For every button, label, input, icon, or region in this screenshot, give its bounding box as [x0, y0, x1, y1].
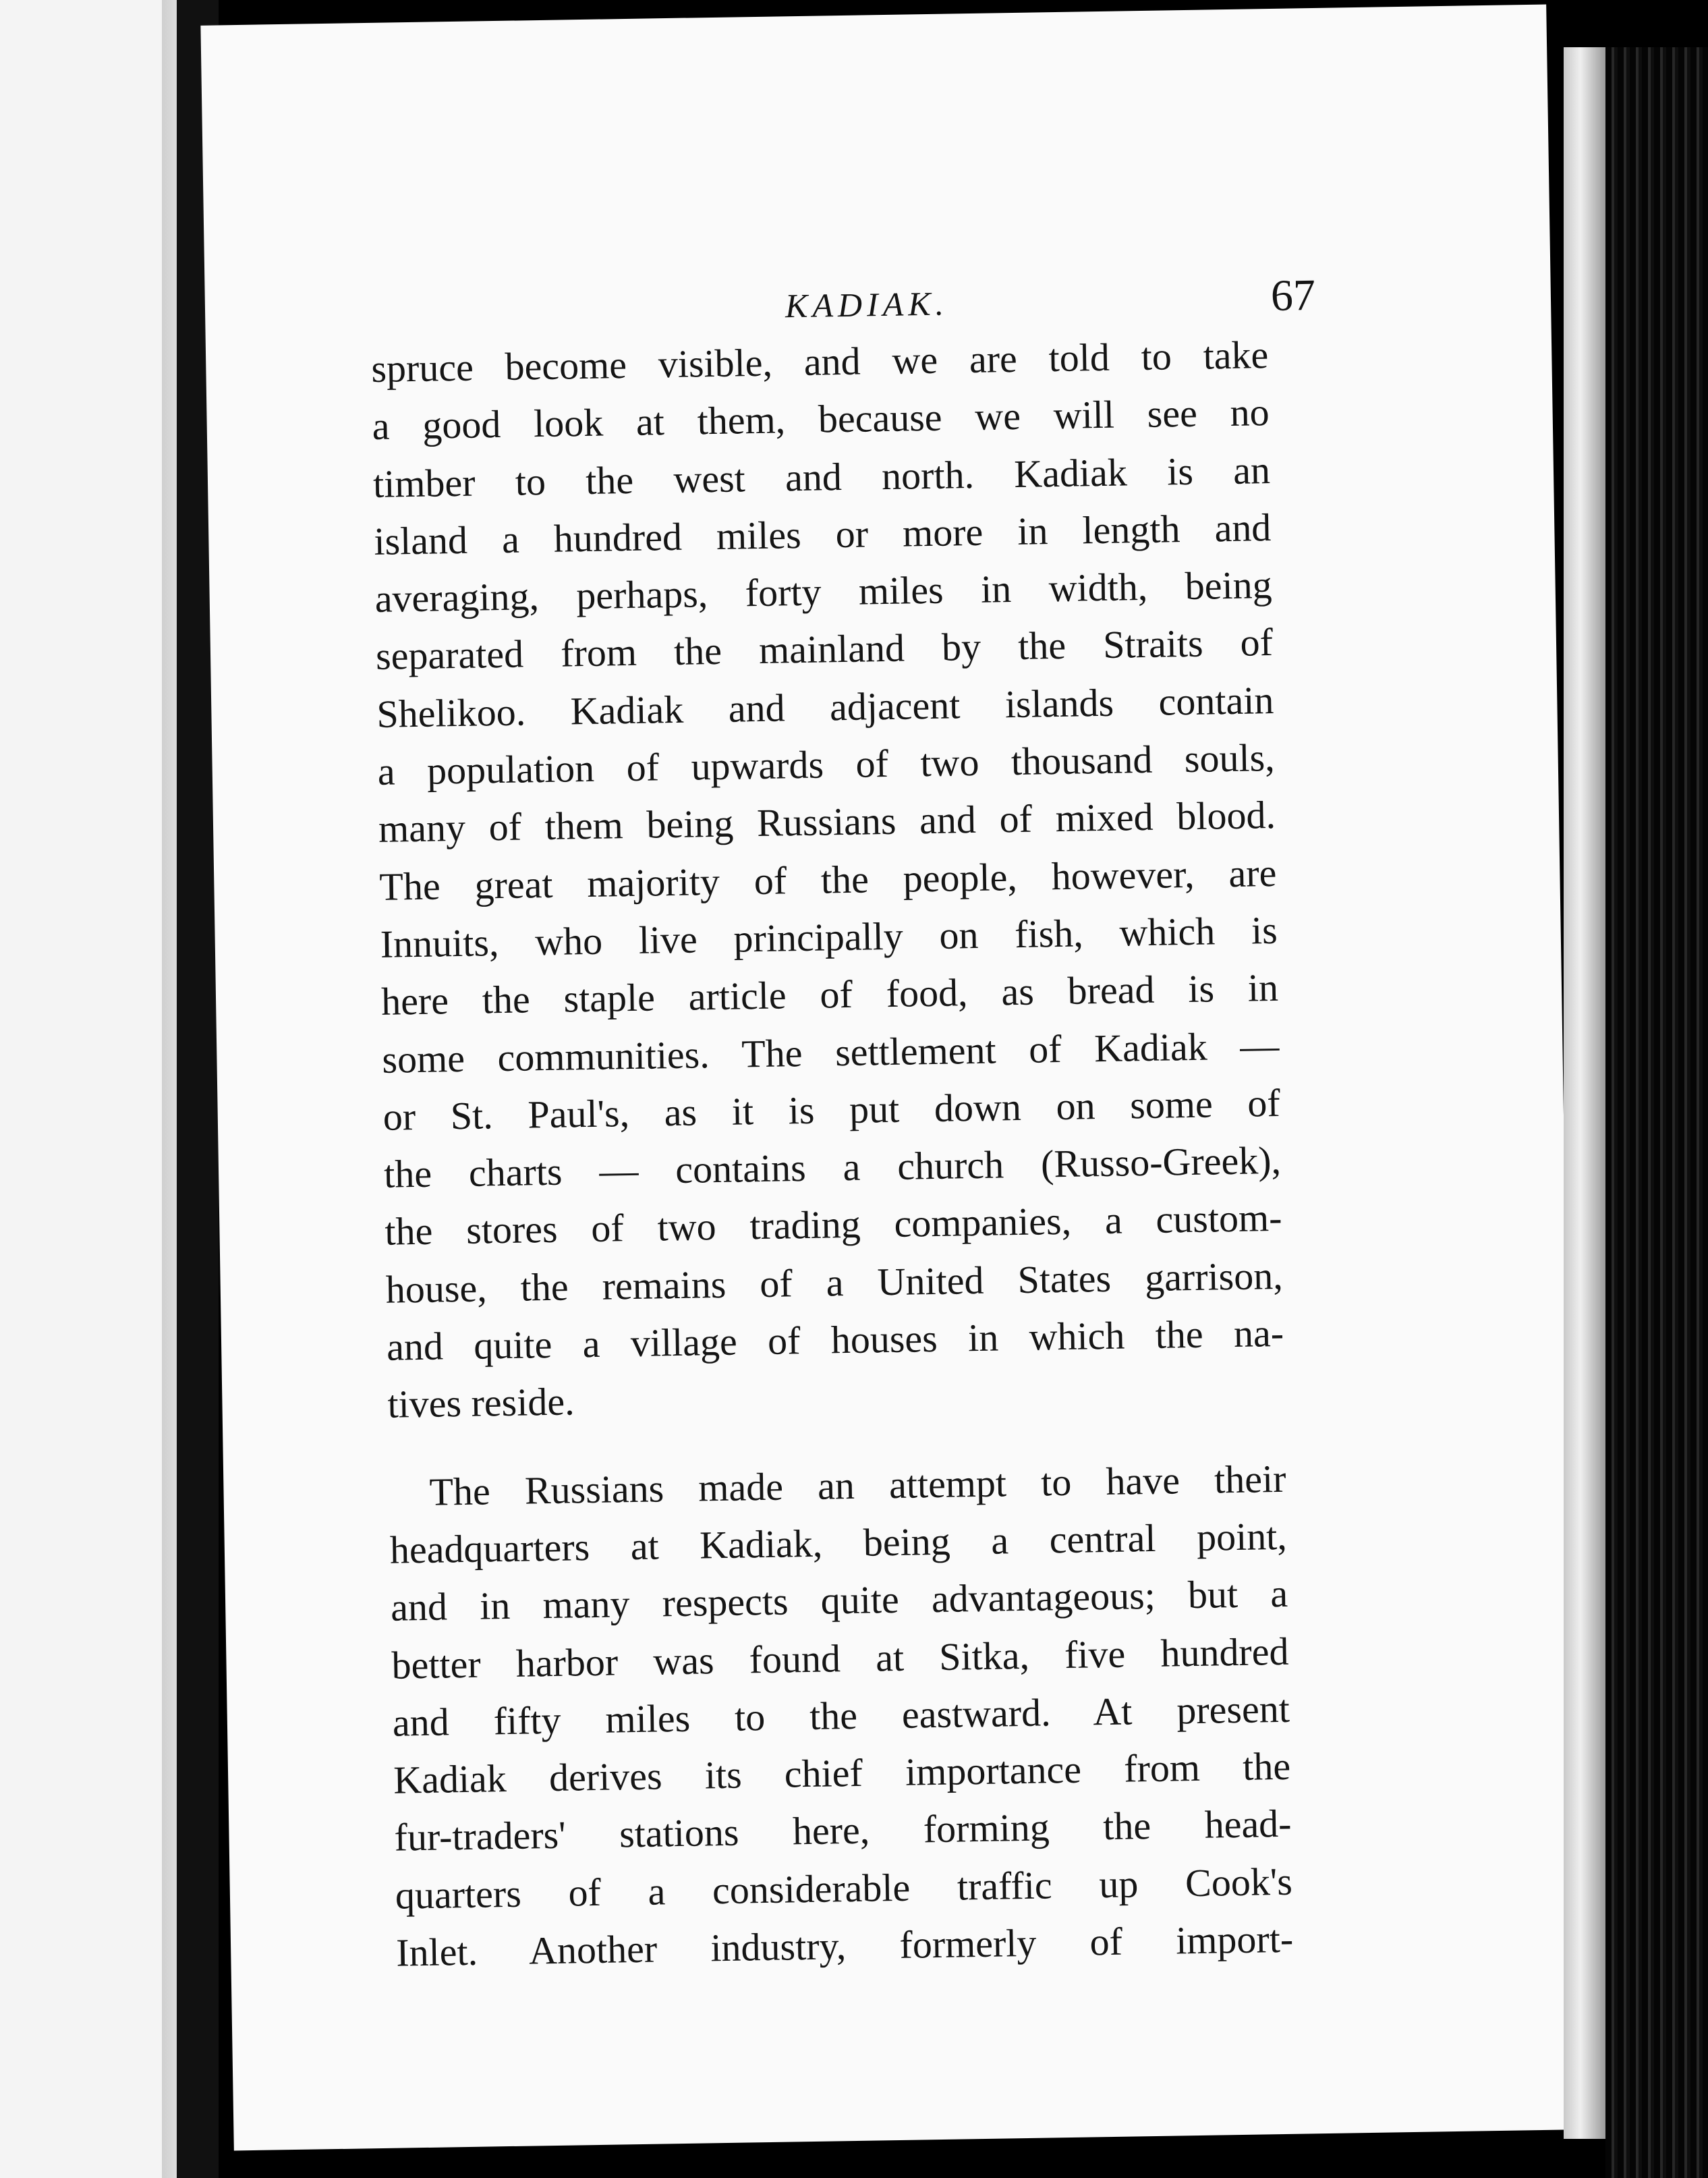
- text-line: the stores of two trading companies, a custom-: [384, 1196, 1282, 1254]
- text-line: averaging, perhaps, forty miles in width, being: [374, 563, 1273, 621]
- text-line: Innuits, who live principally on fish, which is: [380, 908, 1278, 966]
- page-fore-edge: [1564, 47, 1605, 2139]
- page-number: 67: [1270, 270, 1316, 320]
- text-line: headquarters at Kadiak, being a central point,: [389, 1513, 1288, 1572]
- body-text: [371, 326, 1294, 1982]
- text-line: and quite a village of houses in which the na-: [386, 1310, 1284, 1369]
- text-line: fur-traders' stations here, forming the head-: [394, 1802, 1292, 1860]
- text-line: some communities. The settlement of Kadiak —: [381, 1023, 1280, 1082]
- text-line: a population of upwards of two thousand souls,: [377, 735, 1276, 793]
- text-line: Inlet. Another industry, formerly of import-: [395, 1916, 1294, 1975]
- text-line: better harbor was found at Sitka, five hundred: [391, 1629, 1289, 1687]
- running-title: KADIAK.: [785, 284, 949, 325]
- text-line: and in many respects quite advantageous; but a: [390, 1571, 1288, 1629]
- text-line: and fifty miles to the eastward. At present: [392, 1686, 1290, 1745]
- paragraph-1: [371, 326, 1285, 1433]
- text-line: separated from the mainland by the Straits of: [375, 620, 1274, 679]
- text-line: spruce become visible, and we are told to take: [370, 333, 1269, 391]
- text-line: The great majority of the people, however, are: [378, 850, 1277, 909]
- book-cover-edge: [1605, 47, 1708, 2178]
- text-line: many of them being Russians and of mixed blood.: [378, 793, 1276, 851]
- text-line: timber to the west and north. Kadiak is an: [372, 447, 1271, 506]
- paragraph-2: [389, 1450, 1294, 1982]
- book-page: [200, 5, 1579, 2151]
- text-line: quarters of a considerable traffic up Cook's: [395, 1859, 1293, 1918]
- text-line: house, the remains of a United States garrison,: [385, 1253, 1284, 1312]
- text-line: island a hundred miles or more in length and: [373, 505, 1272, 563]
- text-line: a good look at them, because we will see no: [372, 390, 1270, 449]
- text-line: tives reside.: [387, 1379, 575, 1427]
- text-line: here the staple article of food, as bread is in: [380, 966, 1279, 1024]
- text-line: The Russians made an attempt to have their: [429, 1456, 1286, 1514]
- text-line: Kadiak derives its chief importance from the: [393, 1743, 1291, 1802]
- text-line: or St. Paul's, as it is put down on some of: [382, 1080, 1281, 1139]
- text-line: Shelikoo. Kadiak and adjacent islands contain: [376, 677, 1274, 736]
- text-line: the charts — contains a church (Russo-Greek),: [383, 1138, 1282, 1196]
